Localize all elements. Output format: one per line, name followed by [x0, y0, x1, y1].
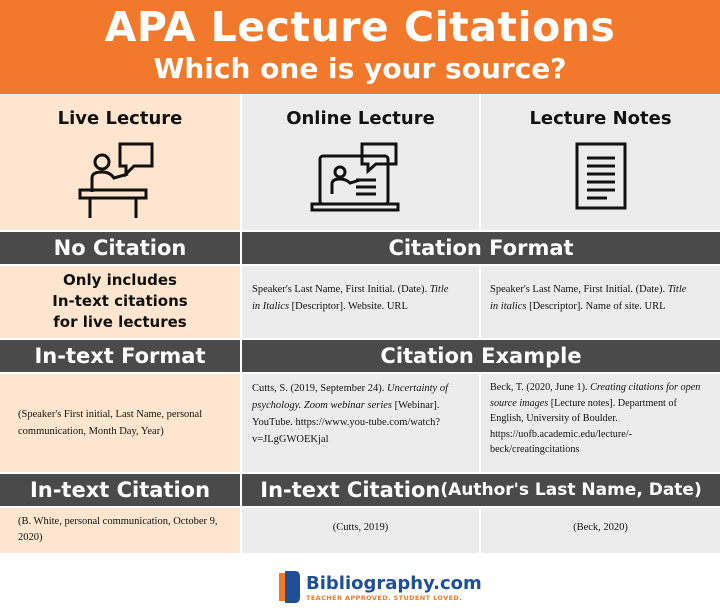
column-lecture-notes	[481, 94, 720, 230]
live-text-line-3: for live lectures	[53, 313, 187, 331]
notes-format-text: Speaker's Last Name, First Initial. (Date).	[490, 284, 668, 295]
notes-format-cell	[481, 266, 720, 338]
notes-example-text: Beck, T. (2020, June 1).	[490, 382, 591, 393]
laptop-presentation-icon	[310, 140, 410, 220]
online-format-cell	[242, 266, 479, 338]
online-format-italic-2: in Italics	[252, 301, 290, 312]
live-in-text-format-text: (Speaker's First initial, Last Name, personal communication, Month Day, Year)	[18, 409, 203, 437]
footer-tagline: TEACHER APPROVED. STUDENT LOVED.	[306, 594, 463, 602]
lecturer-podium-icon	[74, 140, 156, 220]
notes-in-text-citation-cell	[481, 508, 720, 553]
in-text-citation-header-right	[242, 474, 720, 506]
online-format-text: Speaker's Last Name, First Initial. (Date).	[252, 284, 430, 295]
online-example-text: Cutts, S. (2019, September 24).	[252, 383, 388, 394]
online-in-text-citation-cell	[242, 508, 479, 553]
online-example-italic: Uncertainty of psychology. Zoom webinar series	[252, 383, 448, 411]
notes-format-italic-2: in italics	[490, 301, 527, 312]
page-title: APA Lecture Citations	[104, 3, 616, 51]
citation-format-header: Citation Format	[242, 232, 720, 264]
notes-example-italic: Creating citations for open source images	[490, 382, 701, 409]
live-in-text-citation-text: (B. White, personal communication, October 9, 2020)	[18, 516, 218, 543]
bibliography-logo-icon	[276, 569, 302, 605]
online-in-text-citation-text: (Cutts, 2019)	[332, 522, 389, 533]
in-text-format-header: In-text Format	[0, 340, 240, 372]
notes-example-cell	[481, 374, 720, 472]
notes-format-text-2: [Descriptor]. Name of site. URL	[526, 301, 666, 312]
online-example-text-2: [Webinar]. YouTube. https://www.you-tube.com/watch?v=JLgGWOEKjal	[252, 400, 441, 445]
online-example-cell	[242, 374, 479, 472]
live-in-text-citation-cell	[0, 508, 240, 553]
online-format-text-2: [Descriptor]. Website. URL	[289, 301, 408, 312]
column-live-lecture	[0, 94, 240, 230]
page-subtitle: Which one is your source?	[153, 52, 567, 85]
document-notes-icon	[573, 140, 629, 212]
column-online-lecture	[242, 94, 479, 230]
column-label-live: Live Lecture	[57, 108, 183, 129]
column-label-notes: Lecture Notes	[529, 108, 672, 129]
notes-example-text-2: [Lecture notes]. Department of English, University of Boulder. https://uofb.academic.edu/lecture/-beck/creatingcitations	[490, 397, 677, 455]
live-text-line-2: In-text citations	[52, 292, 188, 310]
column-label-online: Online Lecture	[286, 108, 435, 129]
notes-in-text-citation-text: (Beck, 2020)	[573, 522, 628, 533]
live-in-text-format-cell	[0, 374, 240, 472]
in-text-citation-header-main: In-text Citation	[260, 478, 441, 502]
no-citation-header: No Citation	[0, 232, 240, 264]
notes-format-italic: Title	[667, 284, 687, 295]
in-text-citation-header-small: (Author's Last Name, Date)	[440, 480, 702, 500]
online-format-italic: Title	[429, 284, 449, 295]
header-banner	[0, 0, 720, 94]
live-text-line-1: Only includes	[63, 271, 177, 289]
footer-brand[interactable]: Bibliography.com	[306, 573, 482, 594]
live-no-citation-cell	[0, 266, 240, 338]
citation-example-header: Citation Example	[242, 340, 720, 372]
in-text-citation-header-left: In-text Citation	[0, 474, 240, 506]
